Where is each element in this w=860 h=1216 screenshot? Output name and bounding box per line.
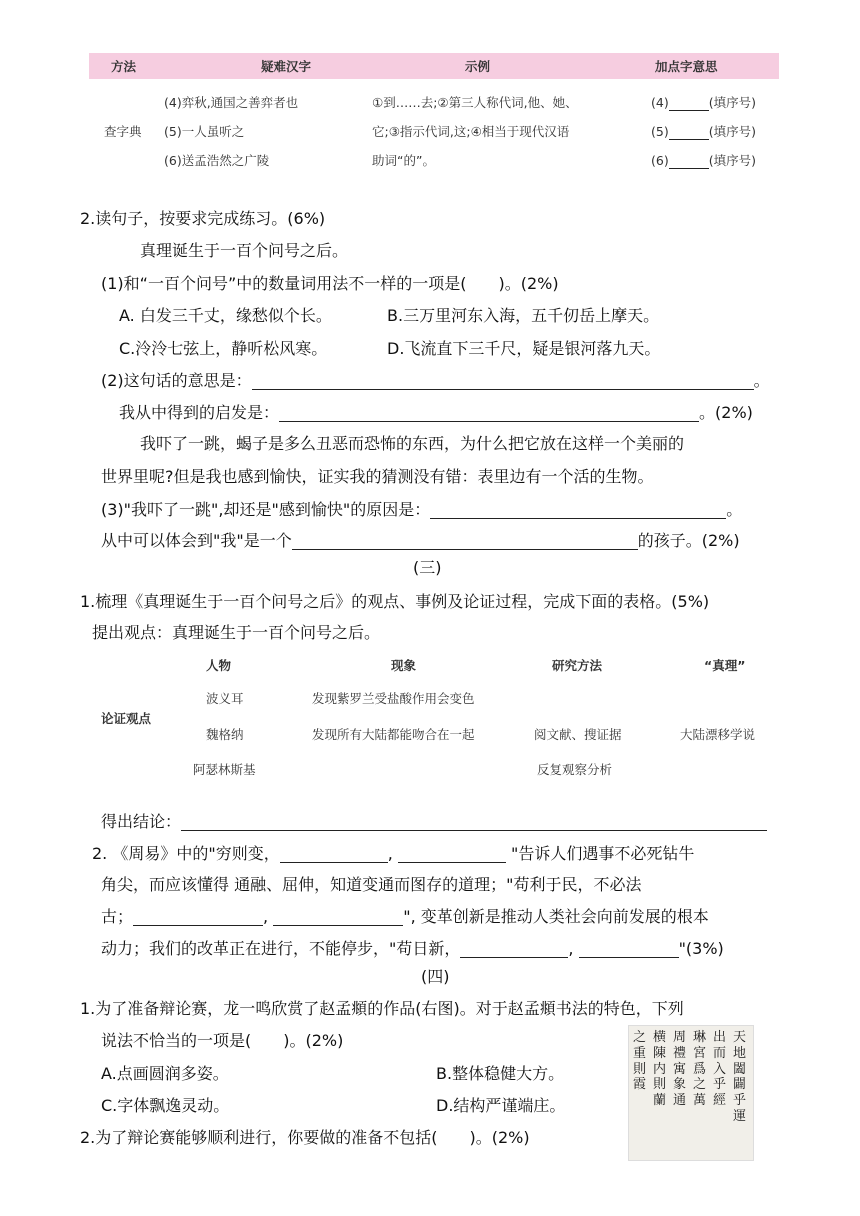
calligraphy-column: 天地闔闢乎運 — [733, 1030, 747, 1124]
s3-q2-line1: 2. 《周易》中的"穷则变， , "告诉人们遇事不必死钻牛 — [92, 844, 695, 863]
char-item: (5)一人虽听之 — [164, 124, 245, 139]
answer-blank[interactable] — [292, 533, 638, 550]
answer-blank[interactable] — [280, 846, 388, 863]
answer-blank[interactable] — [252, 373, 754, 390]
th-example: 示例 — [465, 59, 491, 74]
s3-q2-line2: 角尖，而应该懂得 通融、屈伸，知道变通而图存的道理；"苟利于民，不必法 — [101, 875, 642, 894]
row-label: 论证观点 — [101, 711, 152, 726]
answer-blank[interactable] — [579, 941, 679, 958]
answer-blank[interactable] — [181, 814, 767, 831]
example-line: ①到……去;②第三人称代词,他、她、 — [372, 95, 578, 110]
answer-blank[interactable] — [273, 909, 403, 926]
s3-q2-line4: 动力；我们的改革正在进行，不能停步，"苟日新， , "(3%) — [101, 939, 724, 958]
char-item: (6)送孟浩然之广陵 — [164, 153, 270, 168]
calligraphy-column: 琳宮爲之萬 — [693, 1030, 707, 1109]
method-cell: 查字典 — [104, 124, 142, 139]
section4-heading: (四) — [421, 967, 450, 986]
answer-blank[interactable] — [133, 909, 263, 926]
meaning-blank[interactable] — [669, 156, 709, 169]
s4-option-c[interactable]: C.字体飘逸灵动。 — [101, 1096, 230, 1115]
th-phenomenon: 现象 — [391, 658, 417, 673]
q2-option-a[interactable]: A. 白发三千丈，缘愁似个长。 — [119, 306, 332, 325]
q2-sub2a: (2)这句话的意思是： 。 — [101, 371, 770, 390]
th-method: 方法 — [111, 59, 137, 74]
q2-sub3b: 从中可以体会到"我"是一个 的孩子。(2%) — [101, 531, 740, 550]
q2-title: 2.读句子，按要求完成练习。(6%) — [80, 209, 326, 228]
q2-option-d[interactable]: D.飞流直下三千尺，疑是银河落九天。 — [387, 339, 661, 358]
s3-q2-line3: 古； , ", 变革创新是推动人类社会向前发展的根本 — [101, 907, 709, 926]
q2-option-c[interactable]: C.泠泠七弦上，静听松风寒。 — [119, 339, 328, 358]
s4-option-b[interactable]: B.整体稳健大方。 — [436, 1064, 565, 1083]
cell-person: 阿瑟林斯基 — [193, 762, 256, 777]
s4-q1-line2: 说法不恰当的一项是( )。(2%) — [101, 1031, 344, 1050]
s3-q1: 1.梳理《真理诞生于一百个问号之后》的观点、事例及论证过程，完成下面的表格。(5%) — [80, 592, 710, 611]
s4-option-d[interactable]: D.结构严谨端庄。 — [436, 1096, 566, 1115]
example-line: 它;③指示代词,这;④相当于现代汉语 — [372, 124, 570, 139]
meaning-blank[interactable] — [669, 98, 709, 111]
answer-blank[interactable] — [279, 405, 699, 422]
q2-sub2b: 我从中得到的启发是： 。(2%) — [119, 403, 753, 422]
s4-option-a[interactable]: A.点画圆润多姿。 — [101, 1064, 229, 1083]
char-item: (4)弈秋,通国之善弈者也 — [164, 95, 299, 110]
q2-sentence: 真理诞生于一百个问号之后。 — [140, 241, 349, 260]
cell-phenomenon: 发现所有大陆都能吻合在一起 — [312, 727, 475, 742]
calligraphy-image — [628, 1025, 754, 1161]
cell-phenomenon: 发现紫罗兰受盐酸作用会变色 — [312, 691, 475, 706]
s3-viewpoint: 提出观点：真理诞生于一百个问号之后。 — [92, 623, 381, 642]
passage-line: 世界里呢?但是我也感到愉快，证实我的猜测没有错：表里边有一个活的生物。 — [101, 467, 654, 486]
example-line: 助词“的”。 — [372, 153, 435, 168]
meaning-item: (6) (填序号) — [651, 153, 756, 168]
answer-blank[interactable] — [460, 941, 568, 958]
meaning-item: (4) (填序号) — [651, 95, 756, 110]
th-person: 人物 — [206, 658, 232, 673]
th-chars: 疑难汉字 — [261, 59, 312, 74]
cell-person: 魏格纳 — [206, 727, 244, 742]
cell-method: 反复观察分析 — [537, 762, 613, 777]
calligraphy-column: 之重則霞 — [633, 1030, 647, 1093]
answer-blank[interactable] — [398, 846, 506, 863]
answer-blank[interactable] — [430, 502, 726, 519]
calligraphy-column: 周禮寓象通 — [673, 1030, 687, 1109]
q2-sub1: (1)和“一百个问号”中的数量词用法不一样的一项是( )。(2%) — [101, 274, 559, 293]
q2-option-b[interactable]: B.三万里河东入海，五千仞岳上摩天。 — [387, 306, 660, 325]
th-meaning: 加点字意思 — [655, 59, 718, 74]
s3-conclusion: 得出结论： — [101, 811, 767, 833]
calligraphy-column: 出而入乎經 — [713, 1030, 727, 1109]
calligraphy-column: 横陳内則蘭 — [653, 1030, 667, 1109]
passage-line: 我吓了一跳，蝎子是多么丑恶而恐怖的东西，为什么把它放在这样一个美丽的 — [140, 434, 685, 453]
meaning-blank[interactable] — [669, 127, 709, 140]
cell-method: 阅文献、搜证据 — [534, 727, 622, 742]
cell-truth: 大陆漂移学说 — [680, 727, 756, 742]
cell-person: 波义耳 — [206, 691, 244, 706]
s4-q2: 2.为了辩论赛能够顺利进行，你要做的准备不包括( )。(2%) — [80, 1128, 530, 1147]
section3-heading: (三) — [413, 558, 442, 577]
th-method: 研究方法 — [552, 658, 603, 673]
s4-q1-line1: 1.为了准备辩论赛，龙一鸣欣赏了赵孟頫的作品(右图)。对于赵孟頫书法的特色，下列 — [80, 999, 684, 1018]
meaning-item: (5) (填序号) — [651, 124, 756, 139]
table1-header — [89, 53, 779, 79]
th-truth: “真理” — [704, 658, 746, 673]
q2-sub3a: (3)"我吓了一跳",却还是"感到愉快"的原因是： 。 — [101, 500, 743, 519]
